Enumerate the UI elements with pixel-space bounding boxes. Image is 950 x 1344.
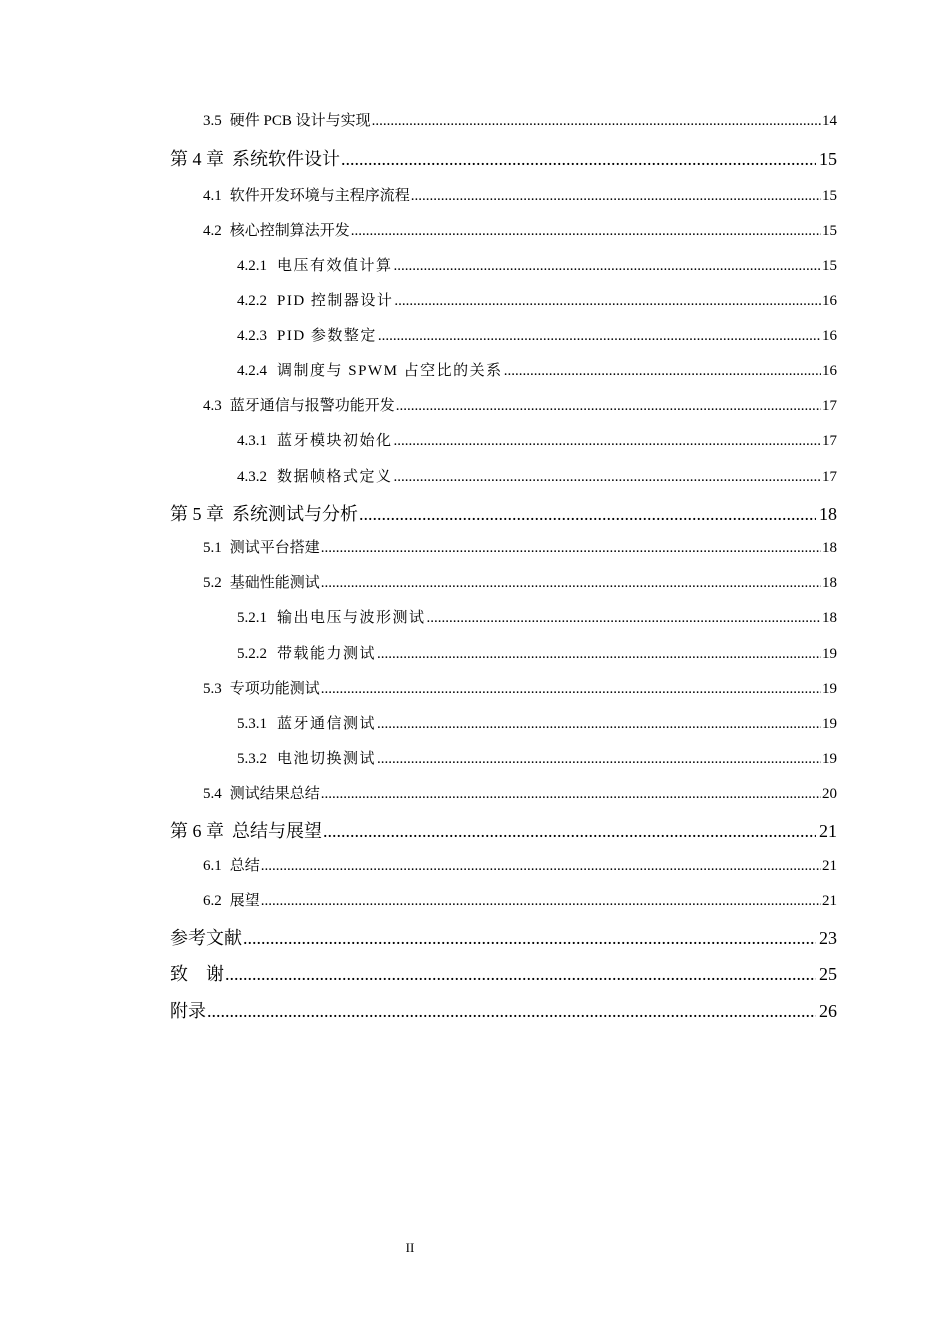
toc-entry-number: 3.5 bbox=[203, 113, 222, 129]
toc-entry-number: 5.3 bbox=[203, 681, 222, 697]
toc-section-entry[interactable] bbox=[237, 606, 837, 627]
toc-dot-leader bbox=[207, 1001, 816, 1022]
toc-page-number: 25 bbox=[819, 964, 837, 984]
toc-dot-leader bbox=[427, 610, 821, 627]
toc-page-number: 16 bbox=[822, 328, 837, 344]
toc-dot-leader bbox=[321, 575, 821, 592]
toc-entry-title: 数据帧格式定义 bbox=[277, 469, 393, 485]
toc-page-number: 15 bbox=[822, 188, 837, 204]
toc-section-entry[interactable] bbox=[203, 677, 837, 698]
toc-section-entry[interactable] bbox=[203, 854, 837, 875]
toc-dot-leader bbox=[377, 751, 821, 768]
toc-entry-number: 第 4 章 bbox=[170, 149, 224, 169]
toc-dot-leader bbox=[359, 504, 816, 525]
toc-page-number: 19 bbox=[822, 751, 837, 767]
toc-dot-leader bbox=[394, 469, 821, 486]
toc-page-number: 19 bbox=[822, 681, 837, 697]
toc-entry-title: 蓝牙模块初始化 bbox=[277, 433, 393, 449]
toc-entry-title: 测试结果总结 bbox=[229, 786, 320, 802]
toc-section-entry[interactable] bbox=[203, 394, 837, 415]
toc-dot-leader bbox=[321, 540, 821, 557]
toc-page-number: 26 bbox=[819, 1001, 837, 1021]
toc-entry-number: 4.2.3 bbox=[237, 328, 267, 344]
toc-entry-number: 第 5 章 bbox=[170, 504, 224, 524]
toc-section-entry[interactable] bbox=[237, 642, 837, 663]
toc-page-number: 17 bbox=[822, 469, 837, 485]
toc-entry-title: 展望 bbox=[229, 893, 260, 909]
toc-entry-number: 4.1 bbox=[203, 188, 222, 204]
toc-dot-leader bbox=[321, 681, 821, 698]
toc-entry-number: 5.3.2 bbox=[237, 751, 267, 767]
toc-entry-title: 电压有效值计算 bbox=[277, 258, 393, 274]
toc-section-entry[interactable] bbox=[237, 429, 837, 450]
toc-entry-title: 总结 bbox=[229, 858, 260, 874]
toc-entry-title: 核心控制算法开发 bbox=[229, 223, 350, 239]
toc-page-number: 14 bbox=[822, 113, 837, 129]
toc-page-number: 18 bbox=[822, 575, 837, 591]
toc-section-entry[interactable] bbox=[203, 109, 837, 130]
toc-dot-leader bbox=[372, 113, 821, 130]
toc-dot-leader bbox=[225, 964, 816, 985]
toc-entry-title: 蓝牙通信测试 bbox=[277, 716, 377, 732]
toc-section-entry[interactable] bbox=[203, 782, 837, 803]
toc-page-number: 20 bbox=[822, 786, 837, 802]
toc-dot-leader bbox=[341, 149, 816, 170]
toc-section-entry[interactable] bbox=[203, 571, 837, 592]
toc-page-number: 18 bbox=[822, 610, 837, 626]
toc-chapter-entry[interactable] bbox=[170, 817, 837, 843]
toc-page-number: 18 bbox=[822, 540, 837, 556]
toc-page-number: 16 bbox=[822, 363, 837, 379]
toc-dot-leader bbox=[378, 328, 821, 345]
toc-entry-title: 专项功能测试 bbox=[229, 681, 320, 697]
toc-dot-leader bbox=[394, 293, 821, 310]
toc-entry-title: 调制度与 SPWM 占空比的关系 bbox=[277, 363, 503, 379]
toc-entry-number: 4.2 bbox=[203, 223, 222, 239]
toc-entry-number: 5.2 bbox=[203, 575, 222, 591]
toc-entry-number: 5.1 bbox=[203, 540, 222, 556]
toc-entry-number: 5.4 bbox=[203, 786, 222, 802]
toc-section-entry[interactable] bbox=[237, 359, 837, 380]
toc-entry-title: 蓝牙通信与报警功能开发 bbox=[229, 398, 395, 414]
toc-dot-leader bbox=[323, 821, 816, 842]
toc-page-number: 19 bbox=[822, 716, 837, 732]
toc-section-entry[interactable] bbox=[203, 536, 837, 557]
toc-entry-title: 测试平台搭建 bbox=[229, 540, 320, 556]
toc-dot-leader bbox=[261, 893, 821, 910]
toc-dot-leader bbox=[351, 223, 821, 240]
toc-entry-title: 参考文献 bbox=[170, 928, 242, 948]
toc-entry-number: 6.1 bbox=[203, 858, 222, 874]
toc-page-number: 15 bbox=[822, 258, 837, 274]
toc-entry-title: 硬件 PCB 设计与实现 bbox=[229, 113, 371, 129]
toc-page-number: 17 bbox=[822, 433, 837, 449]
toc-chapter-entry[interactable] bbox=[170, 924, 837, 950]
toc-chapter-entry[interactable] bbox=[170, 145, 837, 171]
toc-entry-title: 附录 bbox=[170, 1001, 206, 1021]
toc-entry-number: 4.3 bbox=[203, 398, 222, 414]
toc-entry-title: 电池切换测试 bbox=[277, 751, 377, 767]
toc-page-number: 21 bbox=[822, 893, 837, 909]
toc-page-number: 16 bbox=[822, 293, 837, 309]
toc-section-entry[interactable] bbox=[203, 184, 837, 205]
toc-dot-leader bbox=[396, 398, 821, 415]
toc-page-number: 15 bbox=[819, 149, 837, 169]
toc-entry-title: 带载能力测试 bbox=[277, 646, 377, 662]
toc-page-number: 21 bbox=[822, 858, 837, 874]
toc-dot-leader bbox=[321, 786, 821, 803]
toc-entry-number: 6.2 bbox=[203, 893, 222, 909]
toc-dot-leader bbox=[377, 716, 821, 733]
toc-entry-number: 4.2.4 bbox=[237, 363, 267, 379]
toc-section-entry[interactable] bbox=[237, 712, 837, 733]
toc-section-entry[interactable] bbox=[237, 254, 837, 275]
toc-section-entry[interactable] bbox=[237, 747, 837, 768]
toc-entry-title: 致 谢 bbox=[170, 964, 224, 984]
toc-dot-leader bbox=[261, 858, 821, 875]
toc-page-number: 17 bbox=[822, 398, 837, 414]
toc-dot-leader bbox=[394, 258, 821, 275]
toc-entry-title: PID 控制器设计 bbox=[277, 293, 394, 309]
page-number-footer: II bbox=[405, 1240, 415, 1255]
toc-entry-title: 系统测试与分析 bbox=[232, 504, 358, 524]
toc-entry-title: 输出电压与波形测试 bbox=[277, 610, 426, 626]
toc-entry-title: 总结与展望 bbox=[232, 821, 322, 841]
toc-chapter-entry[interactable] bbox=[170, 500, 837, 526]
toc-page-number: 15 bbox=[822, 223, 837, 239]
toc-section-entry[interactable] bbox=[237, 324, 837, 345]
toc-dot-leader bbox=[377, 646, 821, 663]
toc-section-entry[interactable] bbox=[237, 289, 837, 310]
toc-section-entry[interactable] bbox=[203, 889, 837, 910]
toc-page-number: 18 bbox=[819, 504, 837, 524]
toc-dot-leader bbox=[243, 928, 816, 949]
toc-entry-title: 基础性能测试 bbox=[229, 575, 320, 591]
toc-entry-number: 5.2.1 bbox=[237, 610, 267, 626]
toc-entry-number: 第 6 章 bbox=[170, 821, 224, 841]
toc-entry-title: 系统软件设计 bbox=[232, 149, 340, 169]
toc-section-entry[interactable] bbox=[203, 219, 837, 240]
toc-page-number: 19 bbox=[822, 646, 837, 662]
toc-entry-number: 5.3.1 bbox=[237, 716, 267, 732]
toc-dot-leader bbox=[394, 433, 821, 450]
toc-entry-title: PID 参数整定 bbox=[277, 328, 377, 344]
toc-chapter-entry[interactable] bbox=[170, 960, 837, 986]
toc-dot-leader bbox=[504, 363, 821, 380]
toc-chapter-entry[interactable] bbox=[170, 997, 837, 1023]
toc-entry-number: 4.2.1 bbox=[237, 258, 267, 274]
toc-section-entry[interactable] bbox=[237, 465, 837, 486]
toc-page-number: 21 bbox=[819, 821, 837, 841]
toc-entry-number: 4.2.2 bbox=[237, 293, 267, 309]
toc-entry-number: 4.3.1 bbox=[237, 433, 267, 449]
toc-entry-number: 4.3.2 bbox=[237, 469, 267, 485]
toc-dot-leader bbox=[411, 188, 821, 205]
toc-page-number: 23 bbox=[819, 928, 837, 948]
toc-entry-number: 5.2.2 bbox=[237, 646, 267, 662]
toc-entry-title: 软件开发环境与主程序流程 bbox=[229, 188, 410, 204]
